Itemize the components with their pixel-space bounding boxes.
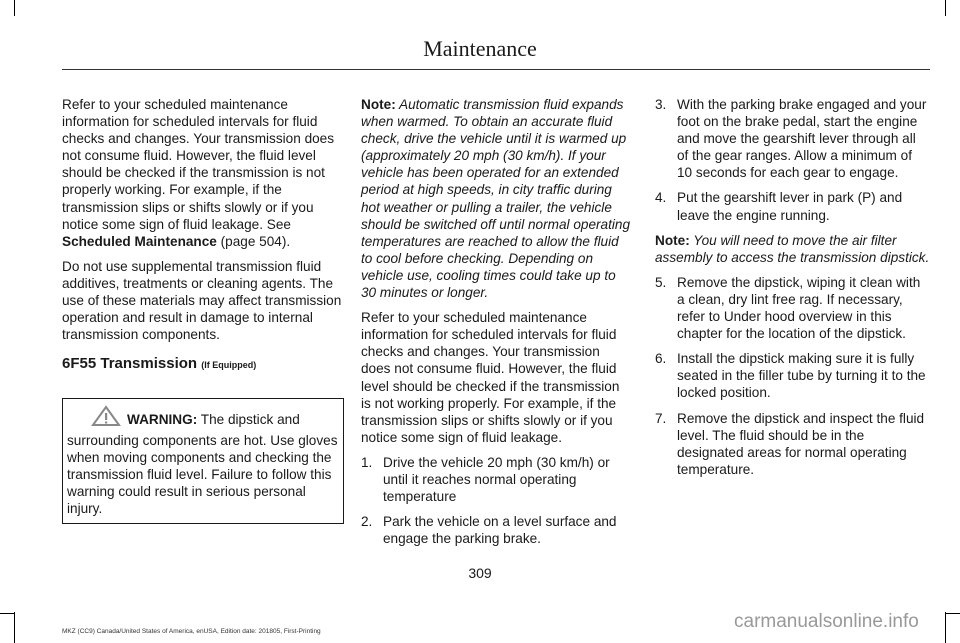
column-3 (655, 96, 930, 486)
steps-list (655, 96, 930, 224)
steps-list (361, 454, 631, 547)
list-item: 6. Install the dipstick making sure it is fully seated in the filler tube by turning it to the locked position. (655, 351, 926, 401)
list-item: 2. Park the vehicle on a level surface and engage the parking brake. (361, 514, 617, 547)
crop-mark (945, 612, 946, 643)
note: Note: You will need to move the air filter assembly to access the transmission dipstick. (655, 232, 930, 265)
list-item: 1. Drive the vehicle 20 mph (30 km/h) or until it reaches normal operating temperature (361, 454, 610, 505)
page-title: Maintenance (423, 36, 537, 61)
header-divider (62, 69, 930, 70)
paragraph: Refer to your scheduled maintenance information for scheduled intervals for fluid checks and changes. Your transmission does not consume fluid. However, the fluid level should be checked if the transmission is not working properly. For example, if the transmission slips or shifts slowly or if you notice some sign of fluid leakage. (361, 310, 620, 445)
list-item: 3. With the parking brake engaged and your foot on the brake pedal, start the engine and move the gearshift lever through all of the gear ranges. Allow a minimum of 10 seconds for each gear to engage. (655, 97, 927, 181)
cross-reference-link[interactable]: Scheduled Maintenance (62, 233, 217, 249)
warning-triangle-icon (91, 405, 121, 431)
steps-list (655, 274, 930, 478)
crop-mark (14, 0, 15, 16)
list-item: 5. Remove the dipstick, wiping it clean with a clean, dry lint free rag. If necessary, refer to Under hood overview in this chapter for the location of the dipstick. (655, 274, 921, 342)
paragraph: Refer to your scheduled maintenance information for scheduled intervals for fluid checks and changes. Your transmission does not consume fluid. However, the fluid level should be checked if the transmission is not properly working. For example, if the transmission slips or shifts slowly or if you notice some sign of fluid leakage. See Scheduled Maintenance (page 504). (62, 97, 335, 249)
list-item: 7. Remove the dipstick and inspect the fluid level. The fluid should be in the designated areas for normal operating temperature. (655, 410, 925, 477)
note: Note: Automatic transmission fluid expands when warmed. To obtain an accurate fluid check, drive the vehicle until it is warmed up (approximately 20 mph (30 km/h). If your vehicle has been operated for an extended period at high speeds, in city traffic during hot weather or pulling a trailer, the vehicle should be switched off until normal operating temperatures are reached to allow the fluid to cool before checking. Depending on vehicle use, cooling times could take up to 30 minutes or longer. (361, 97, 631, 301)
column-1 (62, 96, 342, 524)
page-number: 309 (468, 565, 492, 581)
crop-mark (14, 612, 15, 643)
crop-mark (946, 613, 960, 614)
paragraph: Do not use supplemental transmission fluid additives, treatments or cleaning agents. The use of these materials may affect transmission operation and result in damage to internal transmission components. (62, 258, 342, 343)
watermark: carmanualsonline.info (734, 611, 919, 632)
warning-box: WARNING: The dipstick and surrounding components are hot. Use gloves when moving components and checking the transmission fluid level. Failure to follow this warning could result in serious personal injury. (62, 398, 344, 524)
section-heading: 6F55 Transmission (If Equipped) (62, 355, 257, 373)
crop-mark (0, 613, 14, 614)
edition-footer: MKZ (CC9) Canada/United States of America, enUSA, Edition date: 201805, First-Printing (62, 628, 321, 635)
crop-mark (945, 0, 946, 16)
column-2 (361, 96, 631, 555)
list-item: 4. Put the gearshift lever in park (P) and leave the engine running. (655, 190, 903, 223)
